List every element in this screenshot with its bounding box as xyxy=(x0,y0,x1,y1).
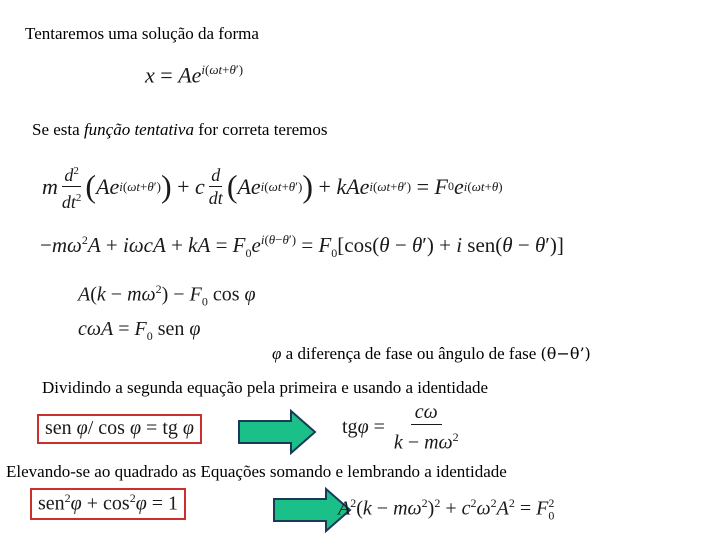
tan-result-equation: tg φ = cω $k - m\omega^2$ xyxy=(342,401,459,454)
ode-equation: m $d^2$ $dt^2$ ( Ae i(ωt+θ′) ) + c d dt ( Ae i(ωt+θ′) ) + kAe i(ωt+θ′) = F 0 e i(ωt+θ) xyxy=(42,160,503,213)
trial-function-text: Se esta função tentativa for correta teremos xyxy=(32,120,328,139)
amplitude-result-equation: $A^2(k - m\omega^2)^2 + c^2\omega^2A^2 = F_0^2$ xyxy=(338,496,555,523)
intro-text: Tentaremos uma solução da forma xyxy=(25,24,259,43)
complex-equation: $-m\omega^2A + i\omega cA$ + kA = $F_0e^{i(\theta-\theta')} = F_0[\cos(\theta - \theta') + i$ sen(θ − θ′)] xyxy=(40,232,564,261)
squaring-text: Elevando-se ao quadrado as Equações somando e lembrando a identidade xyxy=(6,462,507,481)
identity-pyth-box: $sen^2\varphi + \cos^2\varphi = 1$ xyxy=(30,488,186,520)
dividing-text: Dividindo a segunda equação pela primeira e usando a identidade xyxy=(42,378,489,397)
identity-tan-box: sen φ/ cos φ = tg φ xyxy=(37,414,202,444)
trial-solution-equation: $x = Ae^{i(\omega t+\theta')}$ xyxy=(145,62,244,88)
phase-difference-symbol: (θ−θ’) xyxy=(540,344,591,363)
real-part-equation: $A(k - m\omega^2) - F_0$ cos φ xyxy=(78,282,256,309)
phi-symbol: φ xyxy=(272,344,282,363)
imag-part-equation: $c\omega A = F_0$ sen φ xyxy=(78,318,201,343)
right-arrow-icon xyxy=(237,408,317,456)
phase-note: φ a diferença de fase ou ângulo de fase (θ−θ’) xyxy=(272,344,591,363)
